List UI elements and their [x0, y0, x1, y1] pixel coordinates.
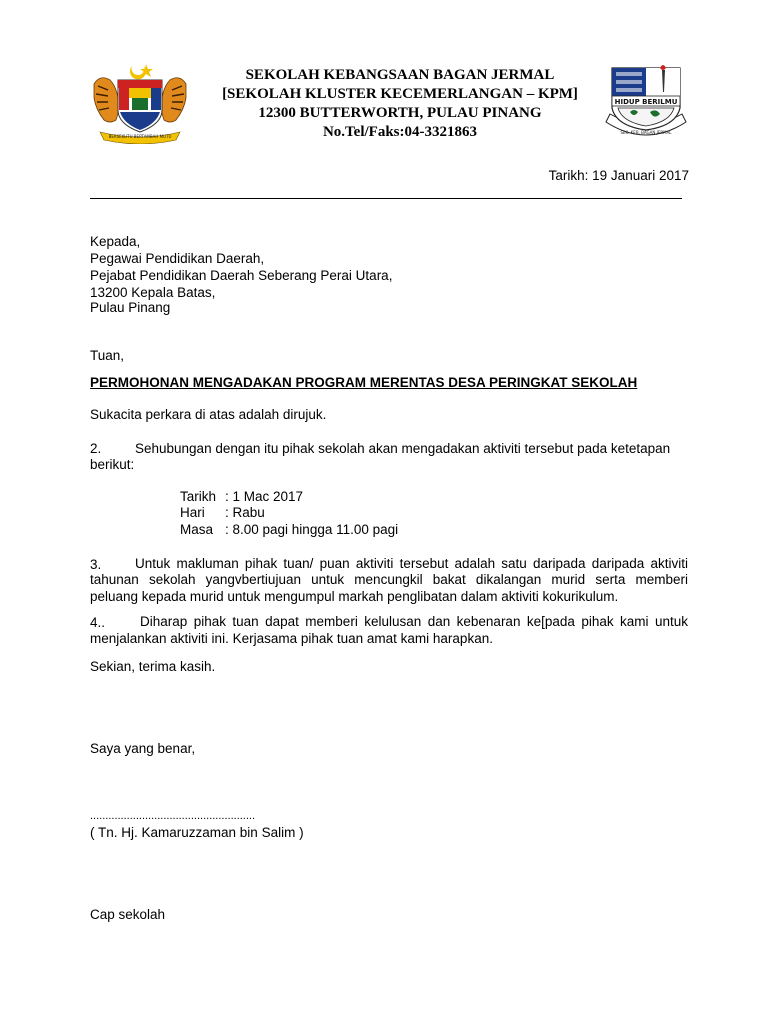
signature-line: ...................................................... — [90, 810, 256, 822]
logo-motto: HIDUP BERILMU — [614, 98, 678, 106]
salutation: Tuan, — [90, 348, 125, 363]
closing: Sekian, terima kasih. — [90, 659, 216, 674]
paragraph-4-line-1: Diharap pihak tuan dapat memberi kelulusan dan kebenaran ke[pada pihak kami untuk — [140, 614, 688, 629]
paragraph-4-number: 4.. — [90, 615, 106, 630]
paragraph-3-line-2: tahunan sekolah yangvbertiujuan untuk mencungkil bakat dikalangan murid serta memberi — [90, 572, 688, 587]
paragraph-3-line-3: peluang kepada murid untuk mengumpul markah penglibatan dalam aktiviti kokurikulum. — [90, 589, 619, 604]
detail-label-time: Masa — [180, 522, 214, 537]
letter-subject: PERMOHONAN MENGADAKAN PROGRAM MERENTAS DESA PERINGKAT SEKOLAH — [90, 375, 638, 390]
school-cluster: [SEKOLAH KLUSTER KECEMERLANGAN – KPM] — [222, 86, 578, 102]
recipient-line-5: Pulau Pinang — [90, 300, 171, 315]
header-divider — [90, 198, 682, 199]
detail-label-day: Hari — [180, 505, 205, 520]
recipient-line-3: Pejabat Pendidikan Daerah Seberang Perai Utara, — [90, 268, 393, 283]
school-stamp-label: Cap sekolah — [90, 907, 166, 922]
recipient-line-4: 13200 Kepala Batas, — [90, 285, 216, 300]
paragraph-2-number: 2. — [90, 441, 102, 456]
detail-value-time: : 8.00 pagi hingga 11.00 pagi — [225, 522, 399, 537]
signatory-name: ( Tn. Hj. Kamaruzzaman bin Salim ) — [90, 825, 304, 840]
paragraph-2-line-1: Sehubungan dengan itu pihak sekolah akan mengadakan aktiviti tersebut pada ketetapan — [135, 441, 671, 456]
detail-label-date: Tarikh — [180, 489, 217, 504]
paragraph-4-line-2: menjalankan aktiviti ini. Kerjasama pihak tuan amat kami harapkan. — [90, 631, 493, 646]
detail-value-date: : 1 Mac 2017 — [225, 489, 304, 504]
school-name: SEKOLAH KEBANGSAAN BAGAN JERMAL — [245, 67, 555, 83]
school-phone: No.Tel/Faks:04-3321863 — [322, 124, 478, 140]
paragraph-2-line-2: berikut: — [90, 457, 135, 472]
school-address: 12300 BUTTERWORTH, PULAU PINANG — [258, 105, 542, 121]
paragraph-3-number: 3. — [90, 557, 102, 572]
logo-ring-text: SEK. KEB. BAGAN JERMAL — [620, 130, 672, 135]
recipient-line-2: Pegawai Pendidikan Daerah, — [90, 251, 265, 266]
sign-off: Saya yang benar, — [90, 741, 196, 756]
paragraph-1: Sukacita perkara di atas adalah dirujuk. — [90, 407, 327, 422]
recipient-line-1: Kepada, — [90, 234, 141, 249]
crest-motto: BERSEKUTU BERTAMBAH MUTU — [108, 134, 172, 139]
detail-value-day: : Rabu — [225, 505, 265, 520]
letter-date: Tarikh: 19 Januari 2017 — [548, 168, 689, 183]
paragraph-3-line-1: Untuk makluman pihak tuan/ puan aktiviti tersebut adalah satu daripada daripada aktiviti — [135, 556, 688, 571]
